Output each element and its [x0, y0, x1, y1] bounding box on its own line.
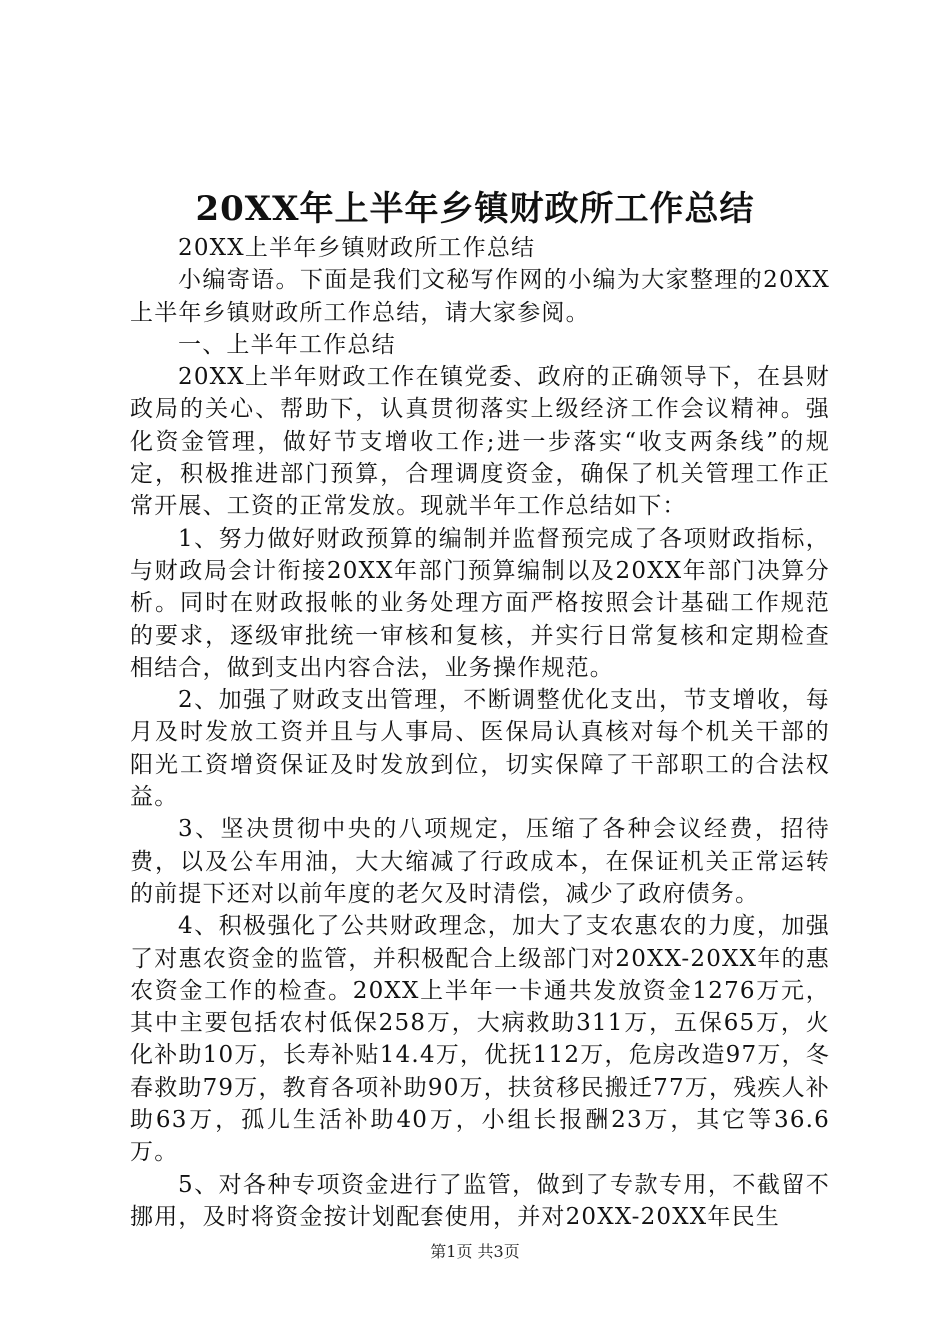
subtitle-paragraph: 20XX上半年乡镇财政所工作总结: [178, 235, 536, 261]
section-heading: 一、上半年工作总结: [178, 331, 396, 358]
document-body: [130, 232, 830, 1233]
item-5-paragraph: 5、对各种专项资金进行了监管，做到了专款专用，不截留不挪用，及时将资金按计划配套使用，并对20XX-20XX年民生: [130, 1171, 830, 1230]
item-2-paragraph: 2、加强了财政支出管理，不断调整优化支出，节支增收，每月及时发放工资并且与人事局、医保局认真核对每个机关干部的阳光工资增资保证及时发放到位，切实保障了干部职工的合法权益。: [130, 687, 830, 811]
item-3-paragraph: 3、坚决贯彻中央的八项规定，压缩了各种会议经费，招待费，以及公车用油，大大缩减了行政成本，在保证机关正常运转的前提下还对以前年度的老欠及时清偿，减少了政府债务。: [130, 816, 830, 907]
item-4-paragraph: 4、积极强化了公共财政理念，加大了支农惠农的力度，加强了对惠农资金的监管，并积极配合上级部门对20XX-20XX年的惠农资金工作的检查。20XX上半年一卡通共发放资金1276万元，其中主要包括农村低保258万，大病救助311万，五保65万，火化补助10万，长寿补贴14.4万，优抚112万，危房改造97万，冬春救助79万，教育各项补助90万，扶贫移民搬迁77万，残疾人补助63万，孤儿生活补助40万，小组长报酬23万，其它等36.6万。: [130, 913, 830, 1166]
summary-paragraph: 20XX上半年财政工作在镇党委、政府的正确领导下，在县财政局的关心、帮助下，认真贯彻落实上级经济工作会议精神。强化资金管理，做好节支增收工作;进一步落实“收支两条线”的规定，积极推进部门预算，合理调度资金，确保了机关管理工作正常开展、工资的正常发放。现就半年工作总结如下：: [130, 364, 830, 520]
page-number-footer: 第1页 共3页: [430, 1242, 520, 1261]
item-1-paragraph: 1、努力做好财政预算的编制并监督预完成了各项财政指标，与财政局会计衔接20XX年部门预算编制以及20XX年部门决算分析。同时在财政报帐的业务处理方面严格按照会计基础工作规范的要求，逐级审批统一审核和复核，并实行日常复核和定期检查相结合，做到支出内容合法，业务操作规范。: [130, 525, 830, 681]
intro-paragraph: 小编寄语。下面是我们文秘写作网的小编为大家整理的20XX上半年乡镇财政所工作总结，请大家参阅。: [130, 267, 830, 326]
document-title: 20XX年上半年乡镇财政所工作总结: [195, 189, 755, 229]
